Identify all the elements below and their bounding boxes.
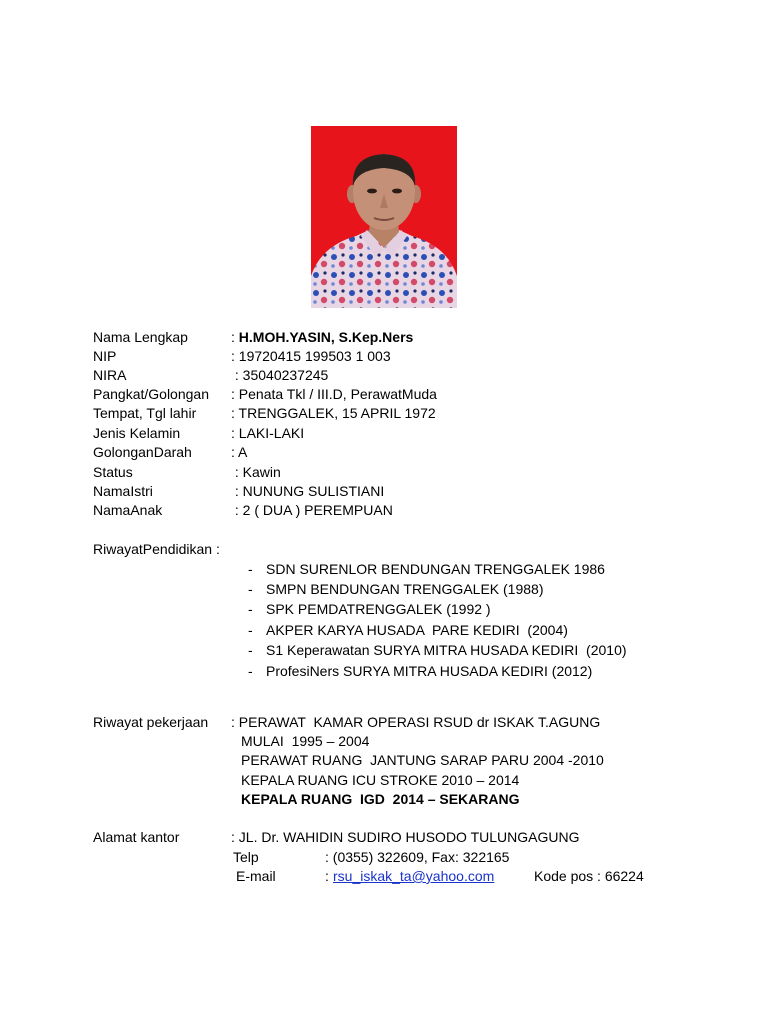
- field-label: Tempat, Tgl lahir: [93, 405, 197, 421]
- work-heading: Riwayat pekerjaan: [93, 714, 209, 730]
- work-current: KEPALA RUANG IGD 2014 – SEKARANG: [241, 791, 520, 807]
- bullet-dash: -: [248, 642, 253, 658]
- field-label: NamaAnak: [93, 502, 163, 518]
- work-line: KEPALA RUANG ICU STROKE 2010 – 2014: [241, 772, 520, 788]
- education-item: [248, 621, 568, 640]
- field-value-text: : Kawin: [231, 464, 281, 480]
- portrait-photo: [311, 126, 457, 308]
- field-value: [231, 501, 393, 520]
- postal-code: Kode pos : 66224: [534, 868, 644, 884]
- field-value: [231, 443, 247, 462]
- field-label: Pangkat/Golongan: [93, 386, 209, 402]
- email-link[interactable]: rsu_iskak_ta@yahoo.com: [333, 868, 495, 884]
- field-value: [231, 347, 391, 366]
- education-item: [248, 662, 592, 681]
- telp-label: Telp: [233, 849, 259, 865]
- education-text: SDN SURENLOR BENDUNGAN TRENGGALEK 1986: [266, 561, 605, 577]
- field-value: [231, 366, 328, 385]
- field-value: [231, 385, 437, 404]
- field-label: Nama Lengkap: [93, 329, 188, 345]
- education-item: [248, 641, 627, 660]
- field-value-text: : NUNUNG SULISTIANI: [231, 483, 385, 499]
- bullet-dash: -: [248, 663, 253, 679]
- field-value-text: : LAKI-LAKI: [231, 425, 305, 441]
- field-value-text: : A: [231, 444, 248, 460]
- bullet-dash: -: [248, 622, 253, 638]
- field-value: [231, 463, 281, 482]
- field-label: Status: [93, 464, 133, 480]
- work-line: : PERAWAT KAMAR OPERASI RSUD dr ISKAK T.AGUNG: [231, 714, 601, 730]
- field-label: NamaIstri: [93, 483, 153, 499]
- education-item: [248, 560, 605, 579]
- education-text: SPK PEMDATRENGGALEK (1992 ): [266, 601, 491, 617]
- field-value-text: : Penata Tkl / III.D, PerawatMuda: [231, 386, 437, 402]
- field-label: NIP: [93, 348, 117, 364]
- education-text: ProfesiNers SURYA MITRA HUSADA KEDIRI (2012): [266, 663, 593, 679]
- education-item: [248, 600, 491, 619]
- telp-value: : (0355) 322609, Fax: 322165: [325, 849, 510, 865]
- bullet-dash: -: [248, 561, 253, 577]
- field-value: [231, 328, 413, 347]
- office-address: : JL. Dr. WAHIDIN SUDIRO HUSODO TULUNGAGUNG: [231, 829, 580, 845]
- field-value-text: :: [231, 329, 239, 345]
- field-value-text: : 35040237245: [231, 367, 329, 383]
- education-text: S1 Keperawatan SURYA MITRA HUSADA KEDIRI (2010): [266, 642, 627, 658]
- bullet-dash: -: [248, 581, 253, 597]
- field-value-text: : 2 ( DUA ) PEREMPUAN: [231, 502, 393, 518]
- field-label: GolonganDarah: [93, 444, 192, 460]
- work-line: PERAWAT RUANG JANTUNG SARAP PARU 2004 -2010: [241, 752, 604, 768]
- field-value-text: : 19720415 199503 1 003: [231, 348, 391, 364]
- field-value: [231, 404, 436, 423]
- education-heading: RiwayatPendidikan :: [93, 541, 220, 557]
- email-label: E-mail: [236, 868, 276, 884]
- email-colon: :: [325, 868, 329, 884]
- field-label: Jenis Kelamin: [93, 425, 181, 441]
- field-value: [231, 482, 384, 501]
- full-name: H.MOH.YASIN, S.Kep.Ners: [238, 329, 414, 345]
- education-text: AKPER KARYA HUSADA PARE KEDIRI (2004): [266, 622, 568, 638]
- office-heading: Alamat kantor: [93, 829, 180, 845]
- field-value: [231, 424, 304, 443]
- education-text: SMPN BENDUNGAN TRENGGALEK (1988): [266, 581, 544, 597]
- work-line: MULAI 1995 – 2004: [241, 733, 370, 749]
- education-item: [248, 580, 543, 599]
- field-label: NIRA: [93, 367, 127, 383]
- bullet-dash: -: [248, 601, 253, 617]
- field-value-text: : TRENGGALEK, 15 APRIL 1972: [231, 405, 436, 421]
